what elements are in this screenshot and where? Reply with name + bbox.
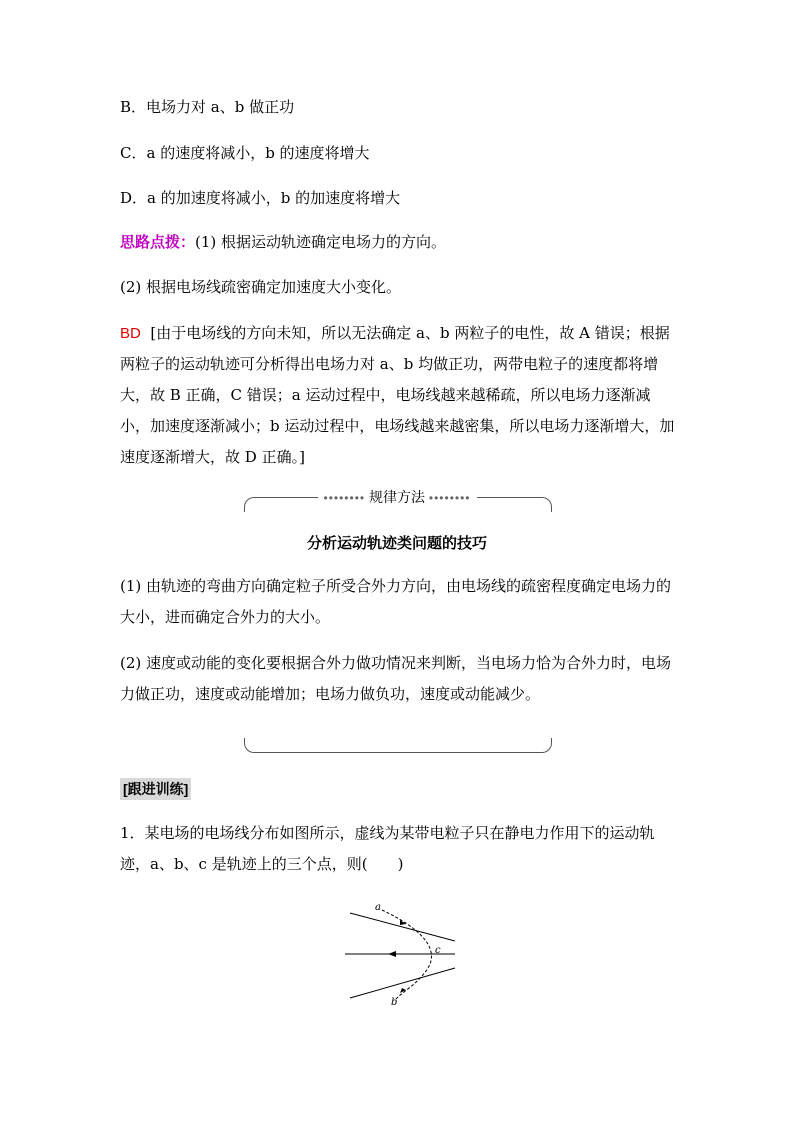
- method-heading: 分析运动轨迹类问题的技巧: [306, 535, 487, 552]
- option-c: C．a 的速度将减小，b 的速度将增大: [120, 144, 370, 162]
- method-box-bottom: [244, 738, 552, 753]
- training-tag: [跟进训练]: [120, 778, 191, 800]
- method-box-title: [244, 487, 550, 507]
- method-paragraph-1: (1) 由轨迹的弯曲方向确定粒子所受合外力方向，由电场线的疏密程度确定电场力的大小，进而确定合外力的大小。: [120, 577, 672, 626]
- question-1: 1．某电场的电场线分布如图所示，虚线为某带电粒子只在静电力作用下的运动轨迹，a、b、c 是轨迹上的三个点，则( ): [120, 824, 655, 873]
- dots-decoration-right: ••••••••: [428, 491, 471, 505]
- hint-line-1: [120, 232, 446, 252]
- dots-decoration-left: ••••••••: [323, 491, 366, 505]
- point-c-label: c: [435, 945, 441, 956]
- field-arrow: [388, 951, 396, 957]
- point-b-label: b: [391, 997, 398, 1008]
- answer-paragraph: [120, 318, 680, 473]
- option-b: B．电场力对 a、b 做正功: [120, 98, 295, 116]
- hint-text-1: (1) 根据运动轨迹确定电场力的方向。: [195, 233, 447, 251]
- answer-label: BD: [120, 325, 141, 342]
- field-line-top: [350, 913, 455, 941]
- field-line-bottom: [350, 968, 455, 998]
- answer-text: [由于电场线的方向未知，所以无法确定 a、b 两粒子的电性，故 A 错误；根据两粒子的运动轨迹可分析得出电场力对 a、b 均做正功，两带电粒子的速度都将增大，故 B 正确，C 错误；a 运动过程中，电场线越来越稀疏，所以电场力逐渐减小，加速度逐渐减小；b 运动过程中，电场线越来越密集，所以电场力逐渐增大，加速度逐渐增大，故 D 正确。]: [120, 324, 675, 466]
- hint-label: 思路点拨：: [120, 233, 196, 251]
- hint-line-2: (2) 根据电场线疏密确定加速度大小变化。: [120, 278, 402, 296]
- method-paragraph-2: (2) 速度或动能的变化要根据合外力做功情况来判断，当电场力恰为合外力时，电场力做正功，速度或动能增加；电场力做负功，速度或动能减少。: [120, 654, 672, 703]
- electric-field-figure: [340, 898, 460, 1008]
- point-a-label: a: [375, 902, 381, 913]
- option-d: D．a 的加速度将减小，b 的加速度将增大: [120, 189, 401, 207]
- method-title: 规律方法: [369, 489, 425, 505]
